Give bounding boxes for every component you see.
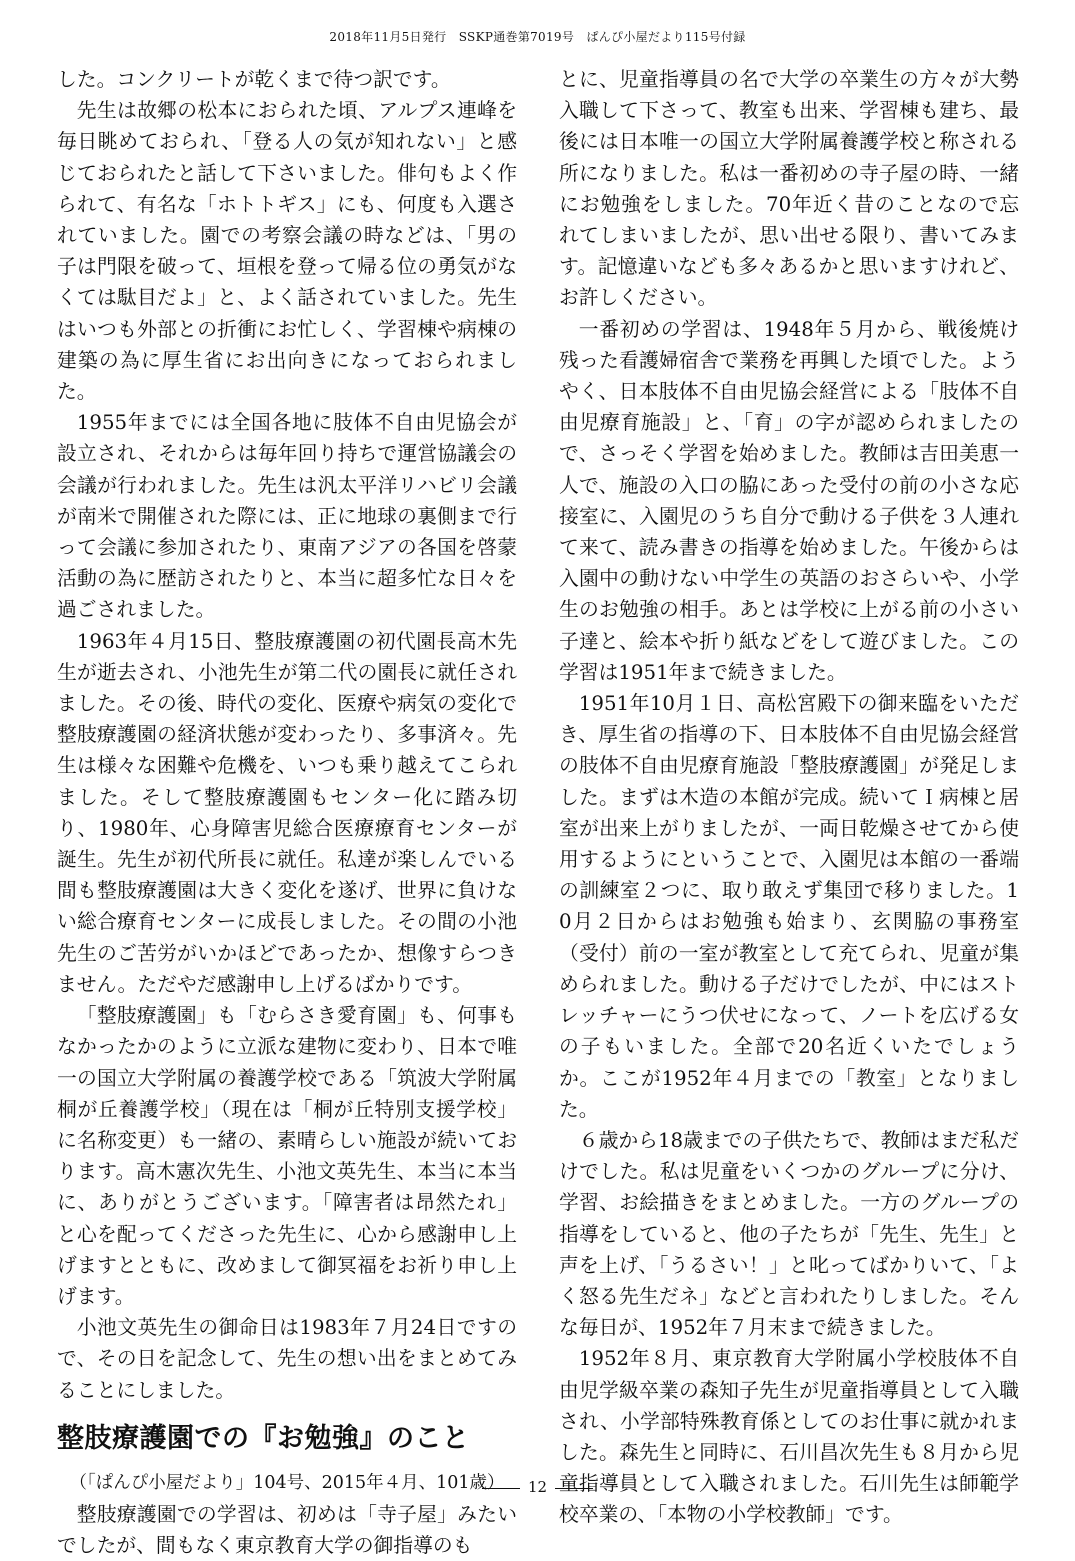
- left-column: [57, 64, 517, 1561]
- footer-rule-right: [555, 1488, 593, 1489]
- page-footer: [0, 1478, 1075, 1496]
- paragraph: ６歳から18歳までの子供たちで、教師はまだ私だけでした。私は児童をいくつかのグループに分け、学習、お絵描きをまとめました。一方のグループの指導をしていると、他の子たちが「先生、先生」と声を上げ、「うるさい！」と叱ってばかりいて、「よく怒る先生だネ」などと言われたりしました。そんな毎日が、1952年７月末まで続きました。: [559, 1128, 1019, 1340]
- paragraph: 「整肢療護園」も「むらさき愛育園」も、何事もなかったかのように立派な建物に変わり、日本で唯一の国立大学附属の養護学校である「筑波大学附属桐が丘養護学校」（現在は「桐が丘特別支援学校」に名称変更）も一緒の、素晴らしい施設が続いております。高木憲次先生、小池文英先生、本当に本当に、ありがとうございます。「障害者は昂然たれ」と心を配ってくださった先生に、心から感謝申し上げますとともに、改めまして御冥福をお祈り申し上げます。: [57, 1004, 517, 1308]
- footer-rule-left: [482, 1488, 520, 1489]
- paragraph: 1955年までには全国各地に肢体不自由児協会が設立され、それからは毎年回り持ちで運営協議会の会議が行われました。先生は汎太平洋リハビリ会議が南米で開催された際には、正に地球の裏側まで行って会議に参加されたり、東南アジアの各国を啓蒙活動の為に歴訪されたりと、本当に超多忙な日々を過ごされました。: [57, 411, 518, 622]
- paragraph: 小池文英先生の御命日は1983年７月24日ですので、その日を記念して、先生の想い出をまとめてみることにしました。: [57, 1316, 517, 1402]
- paragraph: 1963年４月15日、整肢療護園の初代園長高木先生が逝去され、小池先生が第二代の園長に就任されました。その後、時代の変化、医療や病気の変化で整肢療護園の経済状態が変わったり、多事済々。先生は様々な困難や危機を、いつも乗り越えてこられました。そして整肢療護園もセンター化に踏み切り、1980年、心身障害児総合医療療育センターが誕生。先生が初代所長に就任。私達が楽しんでいる間も整肢療護園は大きく変化を遂げ、世界に負けない総合療育センターに成長しました。その間の小池先生のご苦労がいかほどであったか、想像すらつきません。ただやだ感謝申し上げるばかりです。: [57, 629, 517, 996]
- paragraph: した。コンクリートが乾くまで待つ訳です。: [57, 68, 451, 91]
- paragraph: 整肢療護園での学習は、初めは「寺子屋」みたいでしたが、間もなく東京教育大学の御指導のも: [57, 1502, 517, 1558]
- paragraph: 1951年10月１日、高松宮殿下の御来臨をいただき、厚生省の指導の下、日本肢体不自由児協会経営の肢体不自由児療育施設「整肢療護園」が発足しました。まずは木造の本館が完成。続いてＩ病棟と居室が出来上がりましたが、一両日乾燥させてから使用するようにということで、入園児は本館の一番端の訓練室２つに、取り敢えず集団で移りました。10月２日からはお勉強も始まり、玄関脇の事務室（受付）前の一室が教室として充てられ、児童が集められました。動ける子だけでしたが、中にはストレッチャーにうつ伏せになって、ノートを広げる女の子もいました。全部で20名近くいたでしょうか。ここが1952年４月までの「教室」となりました。: [559, 692, 1019, 1121]
- right-column: [559, 64, 1019, 1531]
- paragraph: 先生は故郷の松本におられた頃、アルプス連峰を毎日眺めておられ、「登る人の気が知れない」と感じておられたと話して下さいました。俳句もよく作られて、有名な「ホトトギス」にも、何度も入選されていました。園での考察会議の時などは、「男の子は門限を破って、垣根を登って帰る位の勇気がなくては駄目だよ」と、よく話されていました。先生はいつも外部との折衝にお忙しく、学習棟や病棟の建築の為に厚生省にお出向きになっておられました。: [57, 99, 517, 404]
- source-citation: （「ぱんぴ小屋だより」104号、2015年４月、101歳）: [69, 1472, 505, 1493]
- section-heading: 整肢療護園での『お勉強』のこと: [57, 1422, 470, 1454]
- paragraph: 一番初めの学習は、1948年５月から、戦後焼け残った看護婦宿舎で業務を再興した頃でした。ようやく、日本肢体不自由児協会経営による「肢体不自由児療育施設」と、「育」の字が認められましたので、さっそく学習を始めました。教師は吉田美恵一人で、施設の入口の脇にあった受付の前の小さな応接室に、入園児のうち自分で動ける子供を３人連れて来て、読み書きの指導を始めました。午後からは入園中の動けない中学生の英語のおさらいや、小学生のお勉強の相手。あとは学校に上がる前の小さい子達と、絵本や折り紙などをして遊びました。この学習は1951年まで続きました。: [559, 317, 1020, 684]
- page-header: 2018年11月5日発行 SSKP通巻第7019号 ぱんぴ小屋だより115号付録: [329, 30, 746, 44]
- paragraph: 1952年８月、東京教育大学附属小学校肢体不自由児学級卒業の森知子先生が児童指導員として入職され、小学部特殊教育係としてのお仕事に就かれました。森先生と同時に、石川昌次先生も８月から児童指導員として入職されました。石川先生は師範学校卒業の、「本物の小学校教師」です。: [559, 1347, 1019, 1527]
- paragraph: とに、児童指導員の名で大学の卒業生の方々が大勢入職して下さって、教室も出来、学習棟も建ち、最後には日本唯一の国立大学附属養護学校と称される所になりました。私は一番初めの寺子屋の時、一緒にお勉強をしました。70年近く昔のことなので忘れてしまいましたが、思い出せる限り、書いてみます。記憶違いなども多々あるかと思いますけれど、お許しください。: [559, 68, 1019, 310]
- page-number: 12: [527, 1478, 548, 1496]
